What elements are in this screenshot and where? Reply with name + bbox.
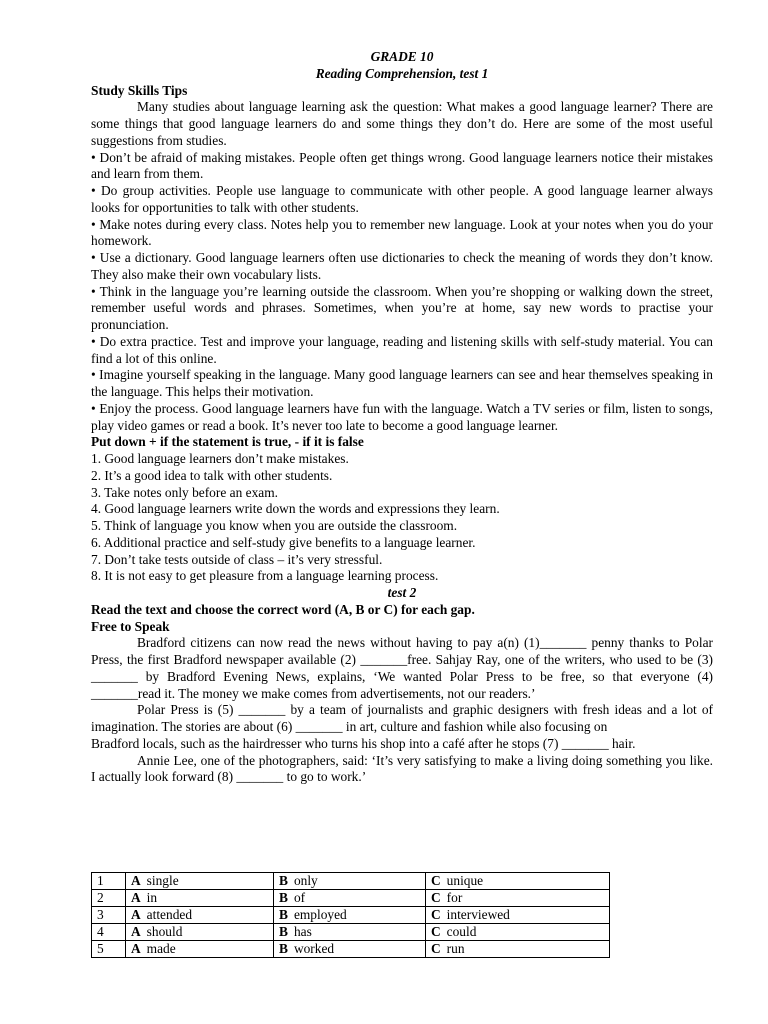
article-paragraph-2: Polar Press is (5) _______ by a team of journalists and graphic designers with fresh ideas and a lot of imagination. The stories are about (6) _______ in art, culture and fashion while also focusing on <box>91 702 713 734</box>
tip-item: • Do extra practice. Test and improve your language, reading and listening skills with self-study material. You can find a lot of this online. <box>91 333 713 366</box>
option-word: of <box>293 890 306 905</box>
option-letter: B <box>279 924 288 939</box>
option-number: 3 <box>92 907 126 924</box>
tip-item: • Don’t be afraid of making mistakes. People often get things wrong. Good language learners notice their mistakes and learn from them. <box>91 149 713 182</box>
option-letter: B <box>279 873 288 888</box>
true-false-instruction: Put down + if the statement is true, - if it is false <box>91 434 364 450</box>
option-word: interviewed <box>446 907 510 922</box>
statement-item: 6. Additional practice and self-study give benefits to a language learner. <box>91 534 476 550</box>
option-b <box>274 941 426 958</box>
option-a <box>126 873 274 890</box>
option-word: for <box>446 890 463 905</box>
option-row <box>92 924 610 941</box>
option-letter: B <box>279 890 288 905</box>
option-word: only <box>293 873 318 888</box>
option-b <box>274 873 426 890</box>
option-number: 2 <box>92 890 126 907</box>
option-letter: B <box>279 907 288 922</box>
article-paragraph-1: Bradford citizens can now read the news without having to pay a(n) (1)_______ penny thanks to Polar Press, the first Bradford newspaper available (2) _______free. Sahjay Ray, one of the writers, who used to be (3) _______ by Bradford Evening News, explains, ‘We wanted Polar Press to be free, so that everyone (4) _______read it. The money we make comes from advertisements, not our readers.’ <box>91 635 713 701</box>
option-row <box>92 941 610 958</box>
statement-list <box>91 451 713 585</box>
option-word: attended <box>146 907 193 922</box>
statement-item: 2. It’s a good idea to talk with other students. <box>91 467 333 483</box>
option-word: employed <box>293 907 347 922</box>
answer-options-table <box>91 872 610 958</box>
option-c <box>426 873 610 890</box>
option-letter: A <box>131 924 141 939</box>
option-a <box>126 907 274 924</box>
option-letter: C <box>431 890 441 905</box>
option-b <box>274 924 426 941</box>
tip-item: • Use a dictionary. Good language learners often use dictionaries to check the meaning of words they don’t know. They also make their own vocabulary lists. <box>91 250 713 282</box>
option-row <box>92 890 610 907</box>
statement-item: 1. Good language learners don’t make mistakes. <box>91 451 349 466</box>
option-number: 1 <box>92 873 126 890</box>
option-word: run <box>446 941 465 956</box>
gap-fill-instruction: Read the text and choose the correct word (A, B or C) for each gap. <box>91 601 475 617</box>
option-word: made <box>146 941 176 956</box>
tip-item: • Make notes during every class. Notes help you to remember new language. Look at your notes when you do your homework. <box>91 216 713 249</box>
option-word: in <box>146 890 158 905</box>
statement-item: 8. It is not easy to get pleasure from a language learning process. <box>91 568 439 584</box>
study-skills-heading: Study Skills Tips <box>91 82 188 98</box>
tip-item: • Do group activities. People use language to communicate with other people. A good language learner always looks for opportunities to talk with other students. <box>91 183 713 215</box>
option-word: worked <box>293 941 335 956</box>
tips-list <box>91 150 713 435</box>
tip-item: • Enjoy the process. Good language learners have fun with the language. Watch a TV series or film, listen to songs, play video games or read a book. It’s never too late to become a good language learner. <box>91 400 713 433</box>
test2-title: test 2 <box>387 585 417 600</box>
option-c <box>426 924 610 941</box>
option-letter: A <box>131 890 141 905</box>
option-word: single <box>146 873 179 888</box>
statement-item: 7. Don’t take tests outside of class – it’s very stressful. <box>91 551 383 567</box>
article-paragraph-3: Annie Lee, one of the photographers, said: ‘It’s very satisfying to make a living doing something you like. I actually look forward (8) _______ to go to work.’ <box>91 752 713 785</box>
intro-paragraph: Many studies about language learning ask the question: What makes a good language learner? There are some things that good language learners do and some things they don’t do. Here are some of the most useful suggestions from studies. <box>91 99 713 148</box>
article-heading: Free to Speak <box>91 618 170 634</box>
option-letter: B <box>279 941 288 956</box>
statement-item: 3. Take notes only before an exam. <box>91 484 278 500</box>
option-letter: C <box>431 873 441 888</box>
statement-item: 5. Think of language you know when you are outside the classroom. <box>91 518 458 533</box>
option-word: has <box>293 924 312 939</box>
option-word: could <box>446 924 477 939</box>
option-a <box>126 924 274 941</box>
document-page <box>91 49 713 956</box>
option-c <box>426 941 610 958</box>
option-letter: A <box>131 941 141 956</box>
option-number: 4 <box>92 924 126 941</box>
option-number: 5 <box>92 941 126 958</box>
article-paragraph-2-cont: Bradford locals, such as the hairdresser who turns his shop into a café after he stops (7) _______ hair. <box>91 735 636 751</box>
grade-title: GRADE 10 <box>370 49 434 64</box>
option-word: unique <box>446 873 484 888</box>
tip-item: • Think in the language you’re learning outside the classroom. When you’re shopping or walking down the street, remember useful words and phrases. Sometimes, when you’re at home, say new words to practise your pronunciation. <box>91 283 713 332</box>
option-c <box>426 907 610 924</box>
option-word: should <box>146 924 183 939</box>
option-row <box>92 873 610 890</box>
option-letter: A <box>131 873 141 888</box>
test1-title: Reading Comprehension, test 1 <box>315 65 489 81</box>
option-letter: C <box>431 924 441 939</box>
option-a <box>126 941 274 958</box>
option-row <box>92 907 610 924</box>
option-letter: C <box>431 907 441 922</box>
tip-item: • Imagine yourself speaking in the language. Many good language learners can see and hear themselves speaking in the language. This helps their motivation. <box>91 367 713 399</box>
option-a <box>126 890 274 907</box>
statement-item: 4. Good language learners write down the words and expressions they learn. <box>91 501 500 517</box>
option-letter: C <box>431 941 441 956</box>
option-b <box>274 907 426 924</box>
option-c <box>426 890 610 907</box>
option-letter: A <box>131 907 141 922</box>
option-b <box>274 890 426 907</box>
